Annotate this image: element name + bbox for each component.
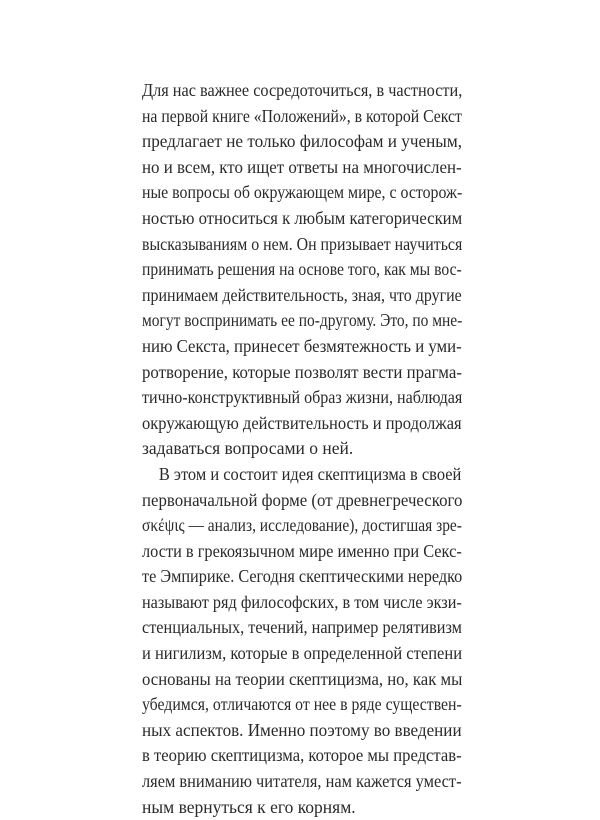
text-line: и нигилизм, которые в определенной степени	[142, 643, 463, 664]
paragraph-1	[142, 78, 462, 462]
text-line: нию Секста, принесет безмятежность и уми-	[142, 335, 462, 356]
text-line: на первой книге «Положений», в которой Секст	[142, 105, 462, 126]
text-line: ляем вниманию читателя, нам кажется умест-	[142, 771, 462, 792]
text-line: основаны на теории скептицизма, но, как мы	[142, 668, 463, 689]
text-line: высказываниям о нем. Он призывает научиться	[142, 233, 463, 254]
text-line: предлагает не только философам и ученым,	[142, 131, 463, 152]
text-line: те Эмпирике. Сегодня скептическими нередко	[142, 566, 463, 587]
text-line: могут воспринимать ее по-другому. Это, по мне-	[142, 310, 463, 331]
text-line: окружающую действительность и продолжая	[142, 412, 462, 433]
text-line: стенциальных, течений, например релятивизм	[142, 617, 462, 638]
text-line: но и всем, кто ищет ответы на многочислен-	[142, 156, 462, 177]
text-line: лости в грекоязычном мире именно при Секс-	[142, 540, 462, 561]
text-line: принимаем действительность, зная, что другие	[142, 284, 462, 305]
text-line: σκέψις — анализ, исследование), достигшая зре-	[142, 515, 462, 536]
text-line: первоначальной форме (от древнегреческого	[142, 489, 463, 510]
text-line: тично-конструктивный образ жизни, наблюдая	[142, 387, 463, 408]
text-line: принимать решения на основе того, как мы вос-	[142, 259, 462, 280]
text-line: ностью относиться к любым категорическим	[142, 207, 463, 228]
text-line: ные вопросы об окружающем мире, с осторож-	[142, 182, 463, 203]
text-line: убедимся, отличаются от нее в ряде существен-	[142, 694, 462, 715]
text-line: в теорию скептицизма, которое мы представ-	[142, 745, 462, 766]
text-line: Для нас важнее сосредоточиться, в частности,	[142, 80, 463, 100]
text-line: ным вернуться к его корням.	[142, 796, 356, 817]
text-line: называют ряд философских, в том числе экзи-	[142, 591, 462, 612]
paragraph-2	[142, 462, 462, 820]
body-text	[142, 78, 462, 820]
text-line: ротворение, которые позволят вести прагма-	[142, 361, 462, 382]
text-line: В этом и состоит идея скептицизма в своей	[158, 463, 462, 484]
text-line: ных аспектов. Именно поэтому во введении	[142, 719, 462, 740]
text-line: задаваться вопросами о ней.	[142, 438, 354, 459]
